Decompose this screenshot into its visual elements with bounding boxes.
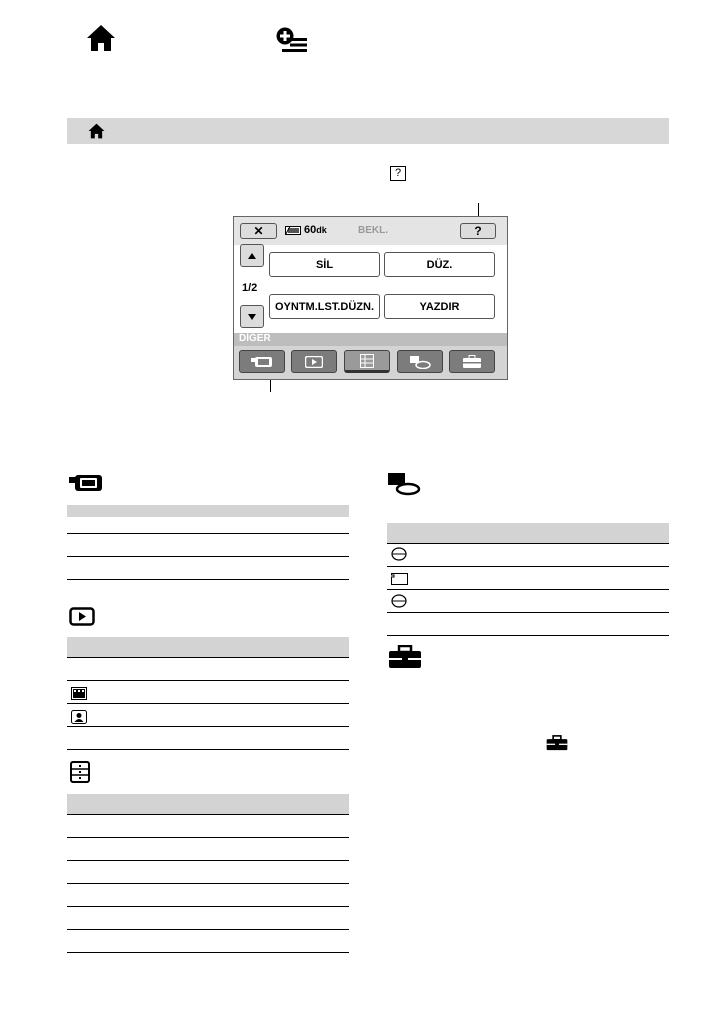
category-disc-manage-button[interactable] (397, 350, 443, 373)
disc-manage-icon (409, 355, 431, 369)
disc-icon (391, 594, 407, 608)
other-icon (70, 761, 90, 783)
category-other-button[interactable] (344, 350, 390, 373)
table-header (387, 523, 669, 543)
screen-status-bar (234, 217, 507, 245)
disc-manage-icon (387, 472, 421, 496)
delete-button[interactable]: SİL (269, 252, 380, 277)
settings-icon (463, 355, 481, 368)
arrow-up-icon (248, 253, 256, 259)
battery-icon (285, 226, 302, 235)
table-header (67, 505, 349, 517)
camera-table (67, 505, 349, 580)
help-button[interactable]: ? (460, 223, 496, 239)
settings-icon (388, 645, 422, 669)
scroll-up-button[interactable] (240, 244, 264, 267)
print-button[interactable]: YAZDIR (384, 294, 495, 319)
film-roll-icon (71, 687, 87, 700)
help-inline-icon: ? (390, 166, 406, 181)
disc-table (387, 523, 669, 636)
disc-icon (391, 547, 407, 561)
other-table (67, 794, 349, 953)
face-index-icon (71, 710, 87, 724)
page-indicator: 1/2 (242, 282, 258, 294)
camera-icon (69, 474, 103, 492)
table-header (67, 794, 349, 814)
scroll-down-button[interactable] (240, 305, 264, 328)
battery-remaining: 60dk (304, 224, 327, 236)
table-row (67, 952, 349, 953)
playback-icon (305, 356, 323, 368)
table-row (387, 635, 669, 636)
camera-screen (233, 216, 508, 380)
home-icon (88, 123, 105, 139)
category-strip (234, 346, 507, 379)
playback-table (67, 637, 349, 750)
table-row (67, 579, 349, 580)
other-icon (360, 354, 374, 368)
status-text: BEKL. (358, 225, 388, 236)
category-name-bar (234, 333, 507, 346)
playlist-edit-button[interactable]: OYNTM.LST.DÜZN. (269, 294, 380, 319)
table-row (67, 749, 349, 750)
category-camera-button[interactable] (239, 350, 285, 373)
category-name: DİĞER (239, 333, 271, 344)
category-playback-button[interactable] (291, 350, 337, 373)
table-header (67, 637, 349, 657)
settings-icon (546, 735, 568, 751)
edit-button[interactable]: DÜZ. (384, 252, 495, 277)
category-settings-button[interactable] (449, 350, 495, 373)
close-button[interactable]: ✕ (240, 223, 277, 239)
home-icon (86, 24, 116, 52)
camera-icon (251, 356, 273, 368)
arrow-down-icon (248, 314, 256, 320)
memory-card-icon (391, 573, 408, 585)
playback-icon (69, 607, 95, 626)
section-header-bar (67, 118, 669, 144)
options-icon (276, 27, 308, 53)
